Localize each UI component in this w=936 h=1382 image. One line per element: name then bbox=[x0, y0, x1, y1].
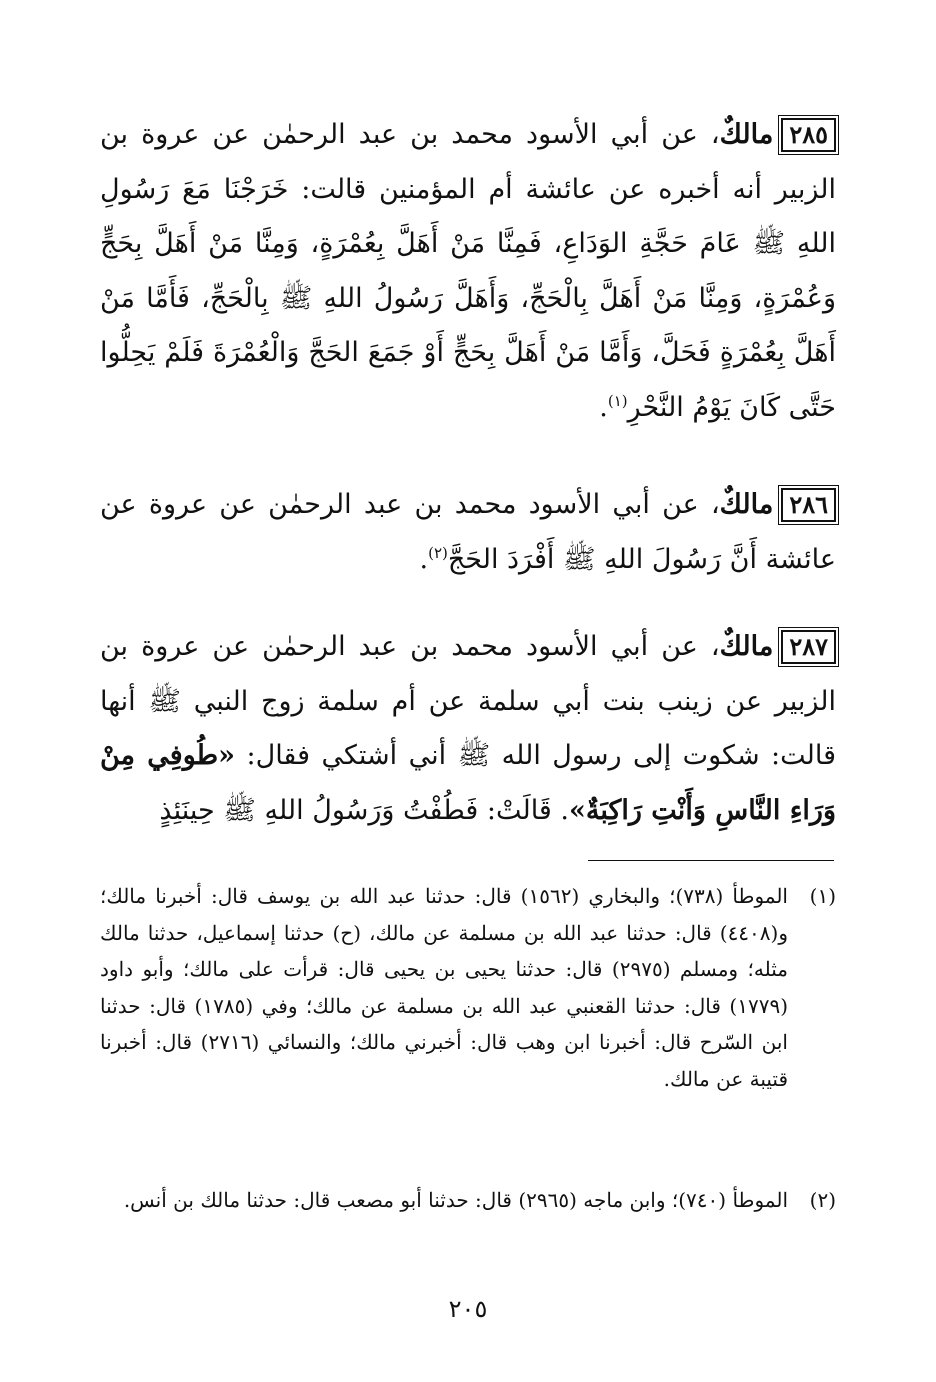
footnote-2 bbox=[100, 1182, 836, 1219]
footnote-1 bbox=[100, 878, 836, 1097]
hadith-number-badge: ٢٨٥ bbox=[781, 118, 836, 152]
footnote-text: الموطأ (٧٤٠)؛ وابن ماجه (٢٩٦٥) قال: حدثنا أبو مصعب قال: حدثنا مالك بن أنس. bbox=[123, 1188, 788, 1212]
page-number: ٢٠٥ bbox=[448, 1295, 488, 1323]
prophetic-quote: «طُوفِي مِنْ وَرَاءِ النَّاسِ وَأَنْتِ رَاكِبَةٌ» bbox=[100, 740, 836, 826]
hadith-number-badge: ٢٨٧ bbox=[781, 630, 836, 664]
hadith-text-continued: . قَالَتْ: فَطُفْتُ وَرَسُولُ اللهِ ﷺ حِينَئِذٍ bbox=[159, 794, 569, 826]
footnote-number: (١) bbox=[809, 884, 836, 908]
footnote-ref: (٢) bbox=[428, 543, 448, 562]
hadith-text: ، عن أبي الأسود محمد بن عبد الرحمٰن عن عروة بن الزبير أنه أخبره عن عائشة أم المؤمنين قالت: خَرَجْنَا مَعَ رَسُولِ اللهِ ﷺ عَامَ حَجَّةِ الوَدَاعِ، فَمِنَّا مَنْ أَهَلَّ بِعُمْرَةٍ، وَمِنَّا مَنْ أَهَلَّ بِحَجٍّ وَعُمْرَةٍ، وَمِنَّا مَنْ أَهَلَّ بِالْحَجِّ، وَأَهَلَّ رَسُولُ اللهِ ﷺ بِالْحَجِّ، فَأَمَّا مَنْ أَهَلَّ بِعُمْرَةٍ فَحَلَّ، وَأَمَّا مَنْ أَهَلَّ بِحَجٍّ أَوْ جَمَعَ الحَجَّ وَالْعُمْرَةَ فَلَمْ يَحِلُّوا حَتَّى كَانَ يَوْمُ النَّحْرِ bbox=[100, 119, 836, 423]
footnote-number: (٢) bbox=[809, 1188, 836, 1212]
sentence-end: . bbox=[599, 391, 608, 423]
sentence-end: . bbox=[419, 543, 429, 575]
hadith-text: ، عن أبي الأسود محمد بن عبد الرحمٰن عن عروة بن الزبير عن زينب بنت أبي سلمة عن أم سلمة زوج النبي ﷺ أنها قالت: شكوت إلى رسول الله ﷺ أني أشتكي فقال: bbox=[100, 631, 837, 771]
footnote-text: الموطأ (٧٣٨)؛ والبخاري (١٥٦٢) قال: حدثنا عبد الله بن يوسف قال: أخبرنا مالك؛ و(٤٤٠٨) قال: حدثنا عبد الله بن مسلمة عن مالك، (ح) حدثنا إسماعيل، حدثنا مالك مثله؛ ومسلم (٢٩٧٥) قال: حدثنا يحيى بن يحيى قال: قرأت على مالك؛ وأبو داود (١٧٧٩) قال: حدثنا القعنبي عبد الله بن مسلمة عن مالك؛ وفي (١٧٨٥) قال: حدثنا ابن السّرح قال: أخبرنا ابن وهب قال: أخبرني مالك؛ والنسائي (٢٧١٦) قال: أخبرنا قتيبة عن مالك. bbox=[100, 884, 789, 1091]
hadith-285 bbox=[100, 108, 836, 435]
narrator-name: مالكٌ bbox=[719, 119, 774, 150]
hadith-number-badge: ٢٨٦ bbox=[781, 488, 836, 522]
hadith-286 bbox=[100, 478, 836, 587]
narrator-name: مالكٌ bbox=[719, 489, 774, 520]
footnote-ref: (١) bbox=[607, 391, 628, 410]
narrator-name: مالكٌ bbox=[719, 631, 774, 662]
footnote-divider bbox=[588, 860, 834, 861]
hadith-text: ، عن أبي الأسود محمد بن عبد الرحمٰن عن عروة عن عائشة أَنَّ رَسُولَ اللهِ ﷺ أَفْرَدَ الحَجَّ bbox=[100, 489, 836, 575]
hadith-287 bbox=[100, 620, 836, 838]
